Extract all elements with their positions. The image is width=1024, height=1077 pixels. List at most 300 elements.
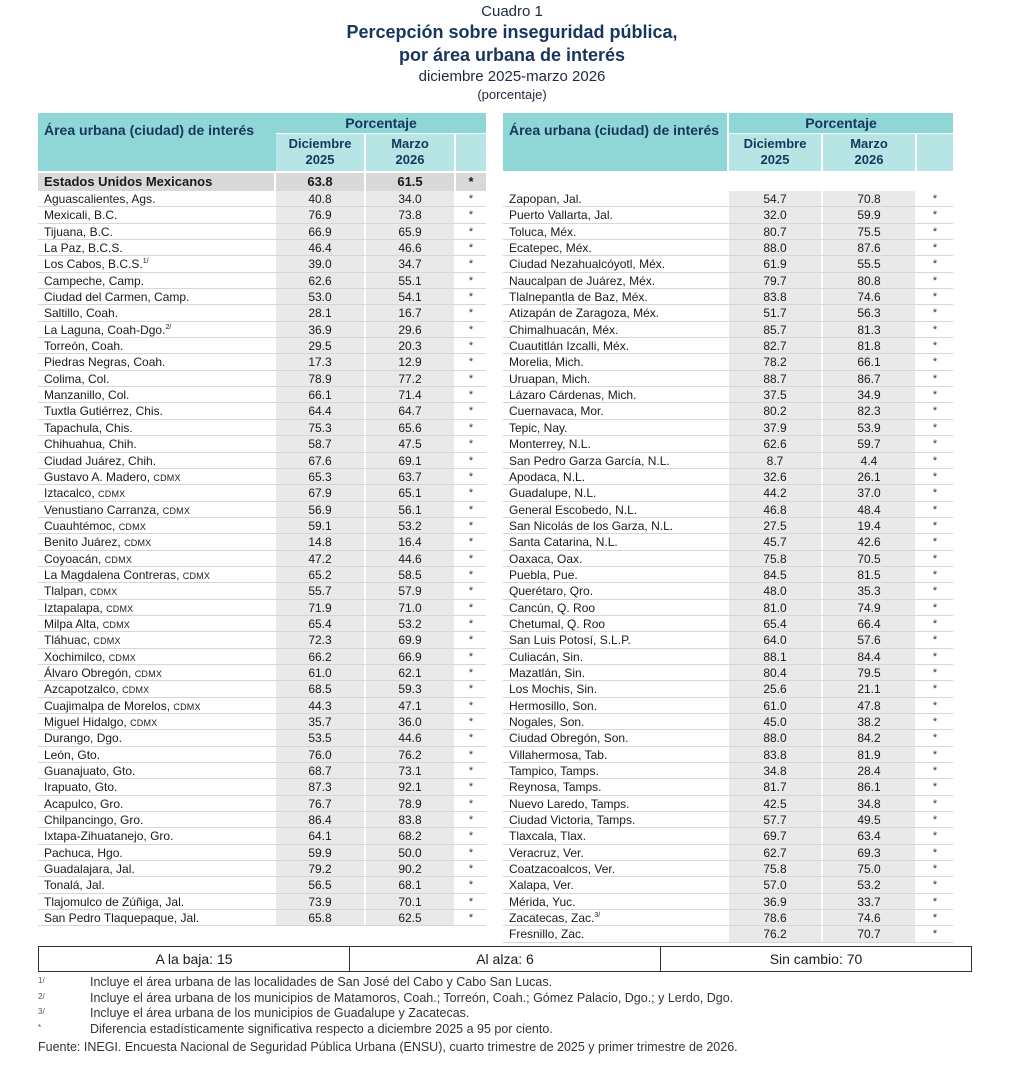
december-value: 44.2 [763,486,787,501]
table-row [503,812,953,828]
table-row [38,910,486,926]
december-column-header: Diciembre 2025 [729,134,821,171]
area-name: Campeche, Camp. [44,273,145,288]
area-name: Tonalá, Jal. [44,878,105,893]
december-value: 84.5 [763,567,787,582]
december-value: 76.9 [308,208,332,223]
area-name: Guadalajara, Jal. [44,862,135,877]
december-value: 46.8 [763,502,787,517]
significance-mark: * [932,307,938,320]
march-value: 42.6 [857,535,881,550]
table-row [38,453,486,469]
december-value: 40.8 [308,192,332,206]
march-value: 69.9 [398,633,422,648]
cdmx-label: CDMX [173,701,201,712]
significance-mark: * [468,814,474,827]
area-name: Colima, Col. [44,371,110,386]
area-name: Puerto Vallarta, Jal. [509,208,613,223]
march-value: 71.4 [398,388,422,403]
march-value: 50.0 [398,845,422,860]
significance-mark: * [932,242,938,255]
significance-mark: * [468,193,474,205]
march-value: 62.5 [398,911,422,926]
significance-mark: * [468,405,474,418]
december-value: 64.4 [308,404,332,419]
table-row [38,649,486,665]
march-value: 19.4 [857,518,881,533]
march-value: 73.1 [398,764,422,779]
march-value: 75.5 [857,224,881,239]
table-row [38,403,486,419]
significance-mark: * [932,765,938,778]
cdmx-label: CDMX [122,685,150,696]
significance-mark: * [468,209,474,222]
march-value: 81.5 [857,567,881,582]
area-name: Cuautitlán Izcalli, Méx. [509,339,630,354]
table-row [38,779,486,795]
table-row [38,747,486,763]
significance-mark: * [468,487,474,500]
december-value: 47.2 [308,551,332,566]
december-value: 45.7 [763,535,787,550]
table-row [503,861,953,877]
march-value: 71.0 [398,600,422,615]
december-value: 46.4 [308,241,332,256]
summary-no-change: Sin cambio: 70 [660,947,971,971]
december-value: 65.2 [308,567,332,582]
footnote-mark: 1/ [38,976,45,985]
march-value: 35.3 [857,584,881,599]
area-name: Ciudad del Carmen, Camp. [44,290,190,305]
table-row [503,600,953,616]
table-row [38,338,486,354]
page-title-line1: Percepción sobre inseguridad pública, [346,22,678,42]
table-row [503,207,953,223]
march-value: 66.1 [857,355,881,370]
december-value: 71.9 [308,600,332,615]
footnote-text: Incluye el área urbana de las localidades de San José del Cabo y Cabo San Lucas. [90,975,553,989]
area-name: General Escobedo, N.L. [509,502,638,517]
december-value: 27.5 [763,518,787,533]
december-value: 88.7 [763,371,787,386]
march-value: 74.6 [857,290,881,305]
table-row [38,305,486,321]
significance-mark: * [932,568,938,581]
area-name: Tampico, Tamps. [509,764,599,779]
march-value: 75.0 [857,862,881,877]
march-value: 81.8 [857,339,881,354]
december-value: 61.0 [308,665,332,680]
march-value: 56.3 [857,306,881,321]
table-row [503,289,953,305]
december-value: 65.8 [308,911,332,926]
december-value: 35.7 [308,715,332,729]
march-value: 68.2 [398,829,422,844]
december-value: 59.9 [308,845,332,860]
table-row [503,649,953,665]
march-value: 34.7 [398,257,422,272]
percentage-group-header: Porcentaje [276,113,486,134]
march-value: 48.4 [857,502,881,517]
march-value: 55.1 [398,273,422,288]
area-name: Xalapa, Ver. [509,878,574,893]
table-row [38,632,486,648]
significance-mark: * [932,863,938,876]
december-value: 79.7 [763,273,787,288]
significance-mark: * [932,683,938,696]
area-name: La Paz, B.C.S. [44,241,123,256]
significance-mark: * [932,879,938,892]
unit-label: (porcentaje) [477,87,547,102]
december-value: 83.8 [763,747,787,762]
december-value: 61.9 [763,257,787,272]
area-name: Pachuca, Hgo. [44,845,123,860]
area-name: Miguel Hidalgo, CDMX [44,715,158,729]
march-value: 37.0 [857,486,881,501]
area-name: La Laguna, Coah-Dgo.$^{2/}$ [44,322,172,337]
table-row [38,763,486,779]
table-row [38,191,486,207]
december-value: 67.6 [308,453,332,468]
area-name: Santa Catarina, N.L. [509,535,618,550]
area-name: Los Cabos, B.C.S.$^{1/}$ [44,257,149,272]
left-table [38,113,486,926]
area-name: Chihuahua, Chih. [44,437,137,452]
area-name: Tlalnepantla de Baz, Méx. [509,290,648,305]
cdmx-label: CDMX [104,554,133,565]
march-value: 33.7 [857,894,881,909]
table-row [503,534,953,550]
march-value: 82.3 [857,404,881,419]
area-name: Cancún, Q. Roo [509,600,596,615]
march-value: 57.6 [857,633,881,648]
significance-mark: * [468,748,474,761]
december-value: 36.9 [308,322,332,337]
december-column-header: Diciembre 2025 [276,134,364,171]
march-value: 62.1 [398,665,422,680]
december-value: 44.3 [308,698,332,713]
table-row [38,469,486,485]
march-value: 66.9 [398,649,422,664]
table-row [503,403,953,419]
area-name: Oaxaca, Oax. [509,551,583,566]
significance-mark: * [932,274,938,287]
table-row [38,387,486,403]
area-name: Gustavo A. Madero, CDMX [44,469,181,484]
area-name: Benito Juárez, CDMX [44,535,152,550]
table-row [38,485,486,501]
significance-mark: * [468,846,474,859]
significance-mark: * [932,601,938,614]
significance-mark: * [468,634,474,647]
table-row [38,322,486,338]
cdmx-label: CDMX [102,619,131,630]
december-value: 32.0 [763,208,787,223]
march-value: 28.4 [857,764,881,779]
area-name: Tepic, Nay. [509,420,568,435]
march-value: 65.9 [398,224,422,239]
table-row [503,926,953,942]
december-value: 73.9 [308,894,332,909]
area-name: Ciudad Obregón, Son. [509,731,629,746]
march-column-header: Marzo 2026 [366,134,454,171]
significance-mark: * [468,650,474,663]
cdmx-label: CDMX [130,718,158,728]
area-name: Tlalpan, CDMX [44,584,118,599]
table-row [38,273,486,289]
march-value: 4.4 [860,453,878,468]
december-value: 25.6 [763,682,787,697]
area-name: Apodaca, N.L. [509,469,586,484]
table-row [503,518,953,534]
significance-mark: * [468,291,474,304]
right-table-body [503,191,953,943]
march-value: 54.1 [398,290,422,305]
area-name: Tlajomulco de Zúñiga, Jal. [44,894,185,909]
area-name: Ixtapa-Zihuatanejo, Gro. [44,829,174,844]
footnotes [38,975,988,1037]
table-row [503,714,953,730]
december-value: 53.5 [308,731,332,746]
march-value: 79.5 [857,665,881,680]
table-row [38,436,486,452]
significance-mark: * [932,470,938,483]
cdmx-label: CDMX [90,587,118,598]
area-name: Hermosillo, Son. [509,698,598,713]
table-row [503,436,953,452]
cdmx-label: CDMX [134,668,163,679]
area-name: San Pedro Garza García, N.L. [509,453,670,468]
table-row [503,420,953,436]
december-value: 62.7 [763,845,787,860]
table-row [503,910,953,926]
december-value: 61.0 [763,698,787,713]
significance-mark: * [932,291,938,304]
footnote-text: Incluye el área urbana de los municipios de Matamoros, Coah.; Torreón, Coah.; Gómez Palacio, Dgo.; y Lerdo, Dgo. [90,990,734,1005]
significance-mark: * [468,699,474,712]
significance-column-header [917,134,953,171]
significance-mark: * [932,928,938,941]
area-name: Puebla, Pue. [509,567,578,582]
december-value: 37.9 [763,420,787,435]
significance-mark: * [468,879,474,892]
march-value: 69.3 [857,845,881,860]
table-row [503,616,953,632]
march-value: 86.1 [857,780,881,795]
table-row [503,730,953,746]
table-row [503,469,953,485]
table-row [38,583,486,599]
table-row [38,502,486,518]
area-name: Venustiano Carranza, CDMX [44,502,191,517]
area-name: Toluca, Méx. [509,224,577,239]
table-row [503,502,953,518]
significance-mark: * [468,307,474,320]
table-row [38,861,486,877]
december-value: 59.1 [308,518,332,533]
march-value: 74.6 [857,911,881,926]
march-value: 38.2 [857,715,881,729]
table-row [503,828,953,844]
significance-mark: * [468,666,474,679]
area-name: Aguascalientes, Ags. [44,192,156,206]
significance-mark: * [932,372,938,385]
december-value: 81.7 [763,780,787,795]
area-name: Ciudad Nezahualcóyotl, Méx. [509,257,666,272]
march-value: 59.7 [857,437,881,452]
december-value: 55.7 [308,584,332,599]
significance-mark: * [468,732,474,745]
area-name: Nogales, Son. [509,715,585,729]
march-value: 64.7 [398,404,422,419]
table-row [503,305,953,321]
significance-mark: * [932,340,938,353]
march-value: 34.0 [398,192,422,206]
march-value: 53.9 [857,420,881,435]
significance-mark: * [468,340,474,353]
cdmx-label: CDMX [98,489,126,500]
december-value: 37.5 [763,388,787,403]
table-row [503,698,953,714]
december-value: 53.0 [308,290,332,305]
december-value: 14.8 [308,535,332,550]
area-name: Álvaro Obregón, CDMX [44,665,163,680]
area-name: Lázaro Cárdenas, Mich. [509,388,637,403]
area-name: Tapachula, Chis. [44,420,133,435]
table-row [38,240,486,256]
march-value: 34.9 [857,388,881,403]
area-name: Milpa Alta, CDMX [44,616,131,631]
march-value: 66.4 [857,616,881,631]
area-name: Iztacalco, CDMX [44,486,126,501]
source-note: Fuente: INEGI. Encuesta Nacional de Seguridad Pública Urbana (ENSU), cuarto trimestre de 2025 y primer trimestre de 2026. [38,1040,738,1054]
march-value: 70.1 [398,894,422,909]
table-row [503,273,953,289]
footnote-ref: 1/ [142,258,149,266]
cdmx-label: CDMX [108,652,137,663]
area-name: Guanajuato, Gto. [44,764,136,779]
significance-mark: * [932,389,938,402]
march-value: 49.5 [857,813,881,828]
december-value: 80.7 [763,224,787,239]
december-value: 64.0 [763,633,787,648]
table-row [503,453,953,469]
december-value: 54.7 [763,192,787,206]
december-value: 67.9 [308,486,332,501]
area-name: Veracruz, Ver. [509,845,584,860]
significance-mark: * [468,830,474,843]
december-value: 76.0 [308,747,332,762]
table-row [503,387,953,403]
december-value: 57.0 [763,878,787,893]
significance-column-header [456,134,486,171]
december-value: 88.1 [763,649,787,664]
significance-mark: * [468,438,474,451]
december-value: 57.7 [763,813,787,828]
march-value: 70.7 [857,927,881,942]
footnote-text: Diferencia estadísticamente significativa respecto a diciembre 2025 a 95 por ciento. [90,1021,553,1036]
december-value: 62.6 [308,273,332,288]
national-december: 63.8 [307,174,333,189]
significance-mark: * [932,716,938,728]
significance-mark: * [932,209,938,222]
december-value: 75.3 [308,420,332,435]
table-row [38,616,486,632]
national-march: 61.5 [397,174,423,189]
table-row [503,354,953,370]
cdmx-label: CDMX [162,505,191,516]
area-name: Morelia, Mich. [509,355,584,370]
march-value: 29.6 [398,322,422,337]
march-value: 84.2 [857,731,881,746]
area-name: Ecatepec, Méx. [509,241,592,256]
table-number: Cuadro 1 [481,3,543,20]
significance-mark: * [468,863,474,876]
area-name: Cuauhtémoc, CDMX [44,518,147,533]
significance-mark: * [932,585,938,598]
table-row [503,779,953,795]
significance-mark: * [468,601,474,614]
cdmx-label: CDMX [153,472,181,483]
area-name: Irapuato, Gto. [44,780,118,795]
december-value: 87.3 [308,780,332,795]
december-value: 51.7 [763,306,787,321]
area-name: San Pedro Tlaquepaque, Jal. [44,911,200,926]
march-value: 44.6 [398,551,422,566]
table-row [503,191,953,207]
significance-mark: * [932,356,938,369]
title-block [0,0,1024,103]
cdmx-label: CDMX [93,636,121,647]
table-row [503,567,953,583]
march-value: 74.9 [857,600,881,615]
significance-mark: * [932,454,938,467]
left-table-header [38,113,486,171]
table-row [38,551,486,567]
table-row [38,207,486,223]
area-name: San Luis Potosí, S.L.P. [509,633,631,648]
march-value: 90.2 [398,862,422,877]
march-value: 78.9 [398,796,422,811]
area-name: Coatzacoalcos, Ver. [509,862,616,877]
summary-down: A la baja: 15 [155,951,233,967]
march-value: 84.4 [857,649,881,664]
march-value: 80.8 [857,273,881,288]
december-value: 56.5 [308,878,332,893]
area-name: Manzanillo, Col. [44,388,130,403]
significance-mark: * [468,421,474,434]
area-name: Ciudad Juárez, Chih. [44,453,157,468]
december-value: 69.7 [763,829,787,844]
march-value: 70.8 [857,192,881,206]
significance-mark: * [932,405,938,418]
table-row [503,224,953,240]
december-value: 65.4 [763,616,787,631]
march-value: 26.1 [857,469,881,484]
table-row [38,681,486,697]
area-name: Azcapotzalco, CDMX [44,682,150,697]
march-value: 57.9 [398,584,422,599]
table-row [503,681,953,697]
december-value: 48.0 [763,584,787,599]
significance-mark: * [468,797,474,810]
december-value: 79.2 [308,862,332,877]
cdmx-label: CDMX [182,570,211,581]
significance-mark: * [932,699,938,712]
significance-mark: * [932,617,938,630]
march-value: 53.2 [398,518,422,533]
table-row [503,583,953,599]
